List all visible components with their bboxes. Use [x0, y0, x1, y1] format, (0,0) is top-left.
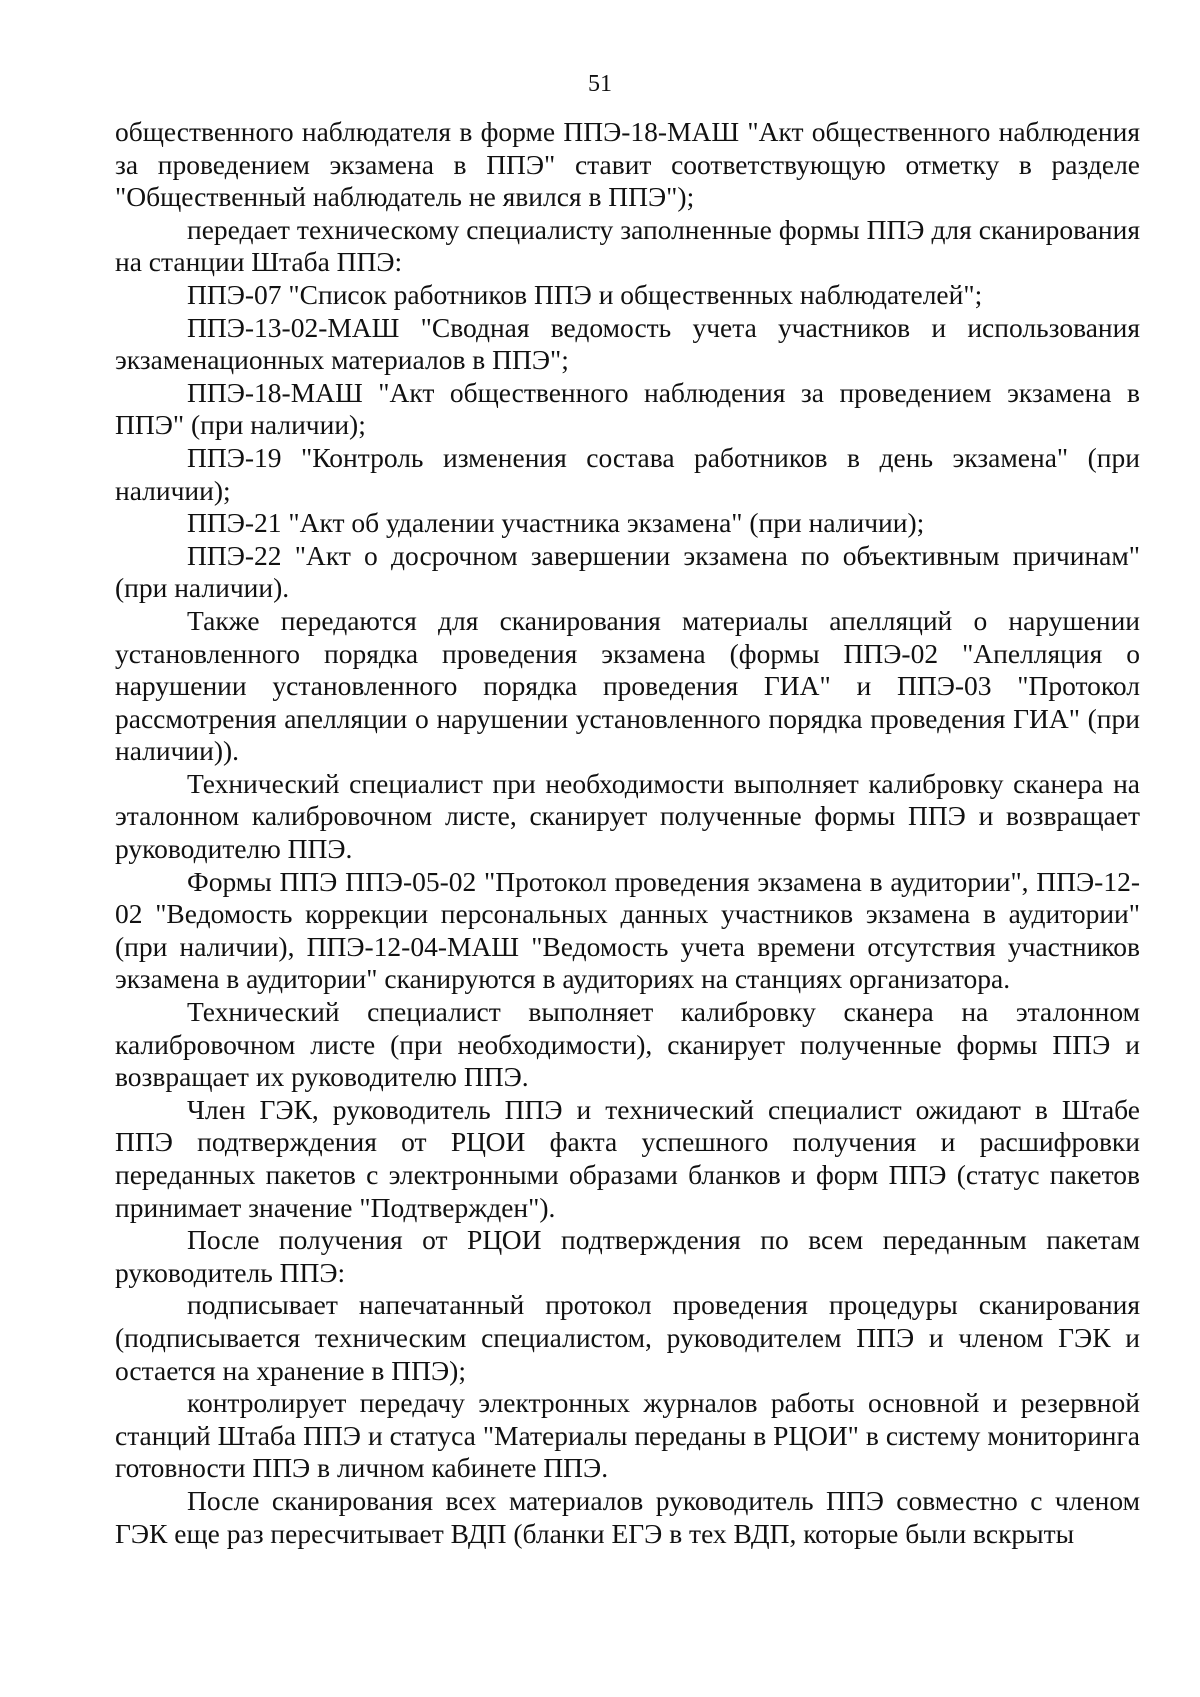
document-body [115, 116, 1140, 1550]
paragraph: контролирует передачу электронных журналов работы основной и резервной станций Штаба ППЭ и статуса "Материалы переданы в РЦОИ" в систему мониторинга готовности ППЭ в личном кабинете ППЭ. [115, 1387, 1140, 1484]
paragraph: ППЭ-13-02-МАШ "Сводная ведомость учета участников и использования экзаменационных материалов в ППЭ"; [115, 311, 1140, 376]
page-number: 51 [588, 71, 612, 97]
paragraph: подписывает напечатанный протокол проведения процедуры сканирования (подписывается техническим специалистом, руководителем ППЭ и членом ГЭК и остается на хранение в ППЭ); [115, 1289, 1140, 1386]
paragraph: Член ГЭК, руководитель ППЭ и технический специалист ожидают в Штабе ППЭ подтверждения от РЦОИ факта успешного получения и расшифровки переданных пакетов с электронными образами бланков и форм ППЭ (статус пакетов принимает значение "Подтвержден"). [115, 1093, 1140, 1223]
paragraph: ППЭ-22 "Акт о досрочном завершении экзамена по объективным причинам" (при наличии). [115, 539, 1140, 604]
paragraph: Формы ППЭ ППЭ-05-02 "Протокол проведения экзамена в аудитории", ППЭ-12-02 "Ведомость коррекции персональных данных участников экзамена в аудитории" (при наличии), ППЭ-12-04-МАШ "Ведомость учета времени отсутствия участников экзамена в аудитории" сканируются в аудиториях на станциях организатора. [115, 865, 1140, 995]
paragraph: Также передаются для сканирования материалы апелляций о нарушении установленного порядка проведения экзамена (формы ППЭ-02 "Апелляция о нарушении установленного порядка проведения ГИА" и ППЭ-03 "Протокол рассмотрения апелляции о нарушении установленного порядка проведения ГИА" (при наличии)). [115, 604, 1140, 767]
paragraph: общественного наблюдателя в форме ППЭ-18-МАШ "Акт общественного наблюдения за проведением экзамена в ППЭ" ставит соответствующую отметку в разделе "Общественный наблюдатель не явился в ППЭ"); [115, 116, 1140, 213]
paragraph: Технический специалист при необходимости выполняет калибровку сканера на эталонном калибровочном листе, сканирует полученные формы ППЭ и возвращает руководителю ППЭ. [115, 767, 1140, 865]
paragraph: Технический специалист выполняет калибровку сканера на эталонном калибровочном листе (при необходимости), сканирует полученные формы ППЭ и возвращает их руководителю ППЭ. [115, 996, 1140, 1093]
paragraph: ППЭ-19 "Контроль изменения состава работников в день экзамена" (при наличии); [115, 441, 1140, 506]
paragraph: После получения от РЦОИ подтверждения по всем переданным пакетам руководитель ППЭ: [115, 1224, 1140, 1288]
paragraph: ППЭ-07 "Список работников ППЭ и общественных наблюдателей"; [187, 278, 983, 310]
paragraph: ППЭ-21 "Акт об удалении участника экзамена" (при наличии); [187, 507, 925, 539]
paragraph: передает техническому специалисту заполненные формы ППЭ для сканирования на станции Штаба ППЭ: [115, 213, 1140, 278]
paragraph: После сканирования всех материалов руководитель ППЭ совместно с членом ГЭК еще раз пересчитывает ВДП (бланки ЕГЭ в тех ВДП, которые были вскрыты [115, 1484, 1140, 1549]
paragraph: ППЭ-18-МАШ "Акт общественного наблюдения за проведением экзамена в ППЭ" (при наличии); [115, 376, 1140, 441]
